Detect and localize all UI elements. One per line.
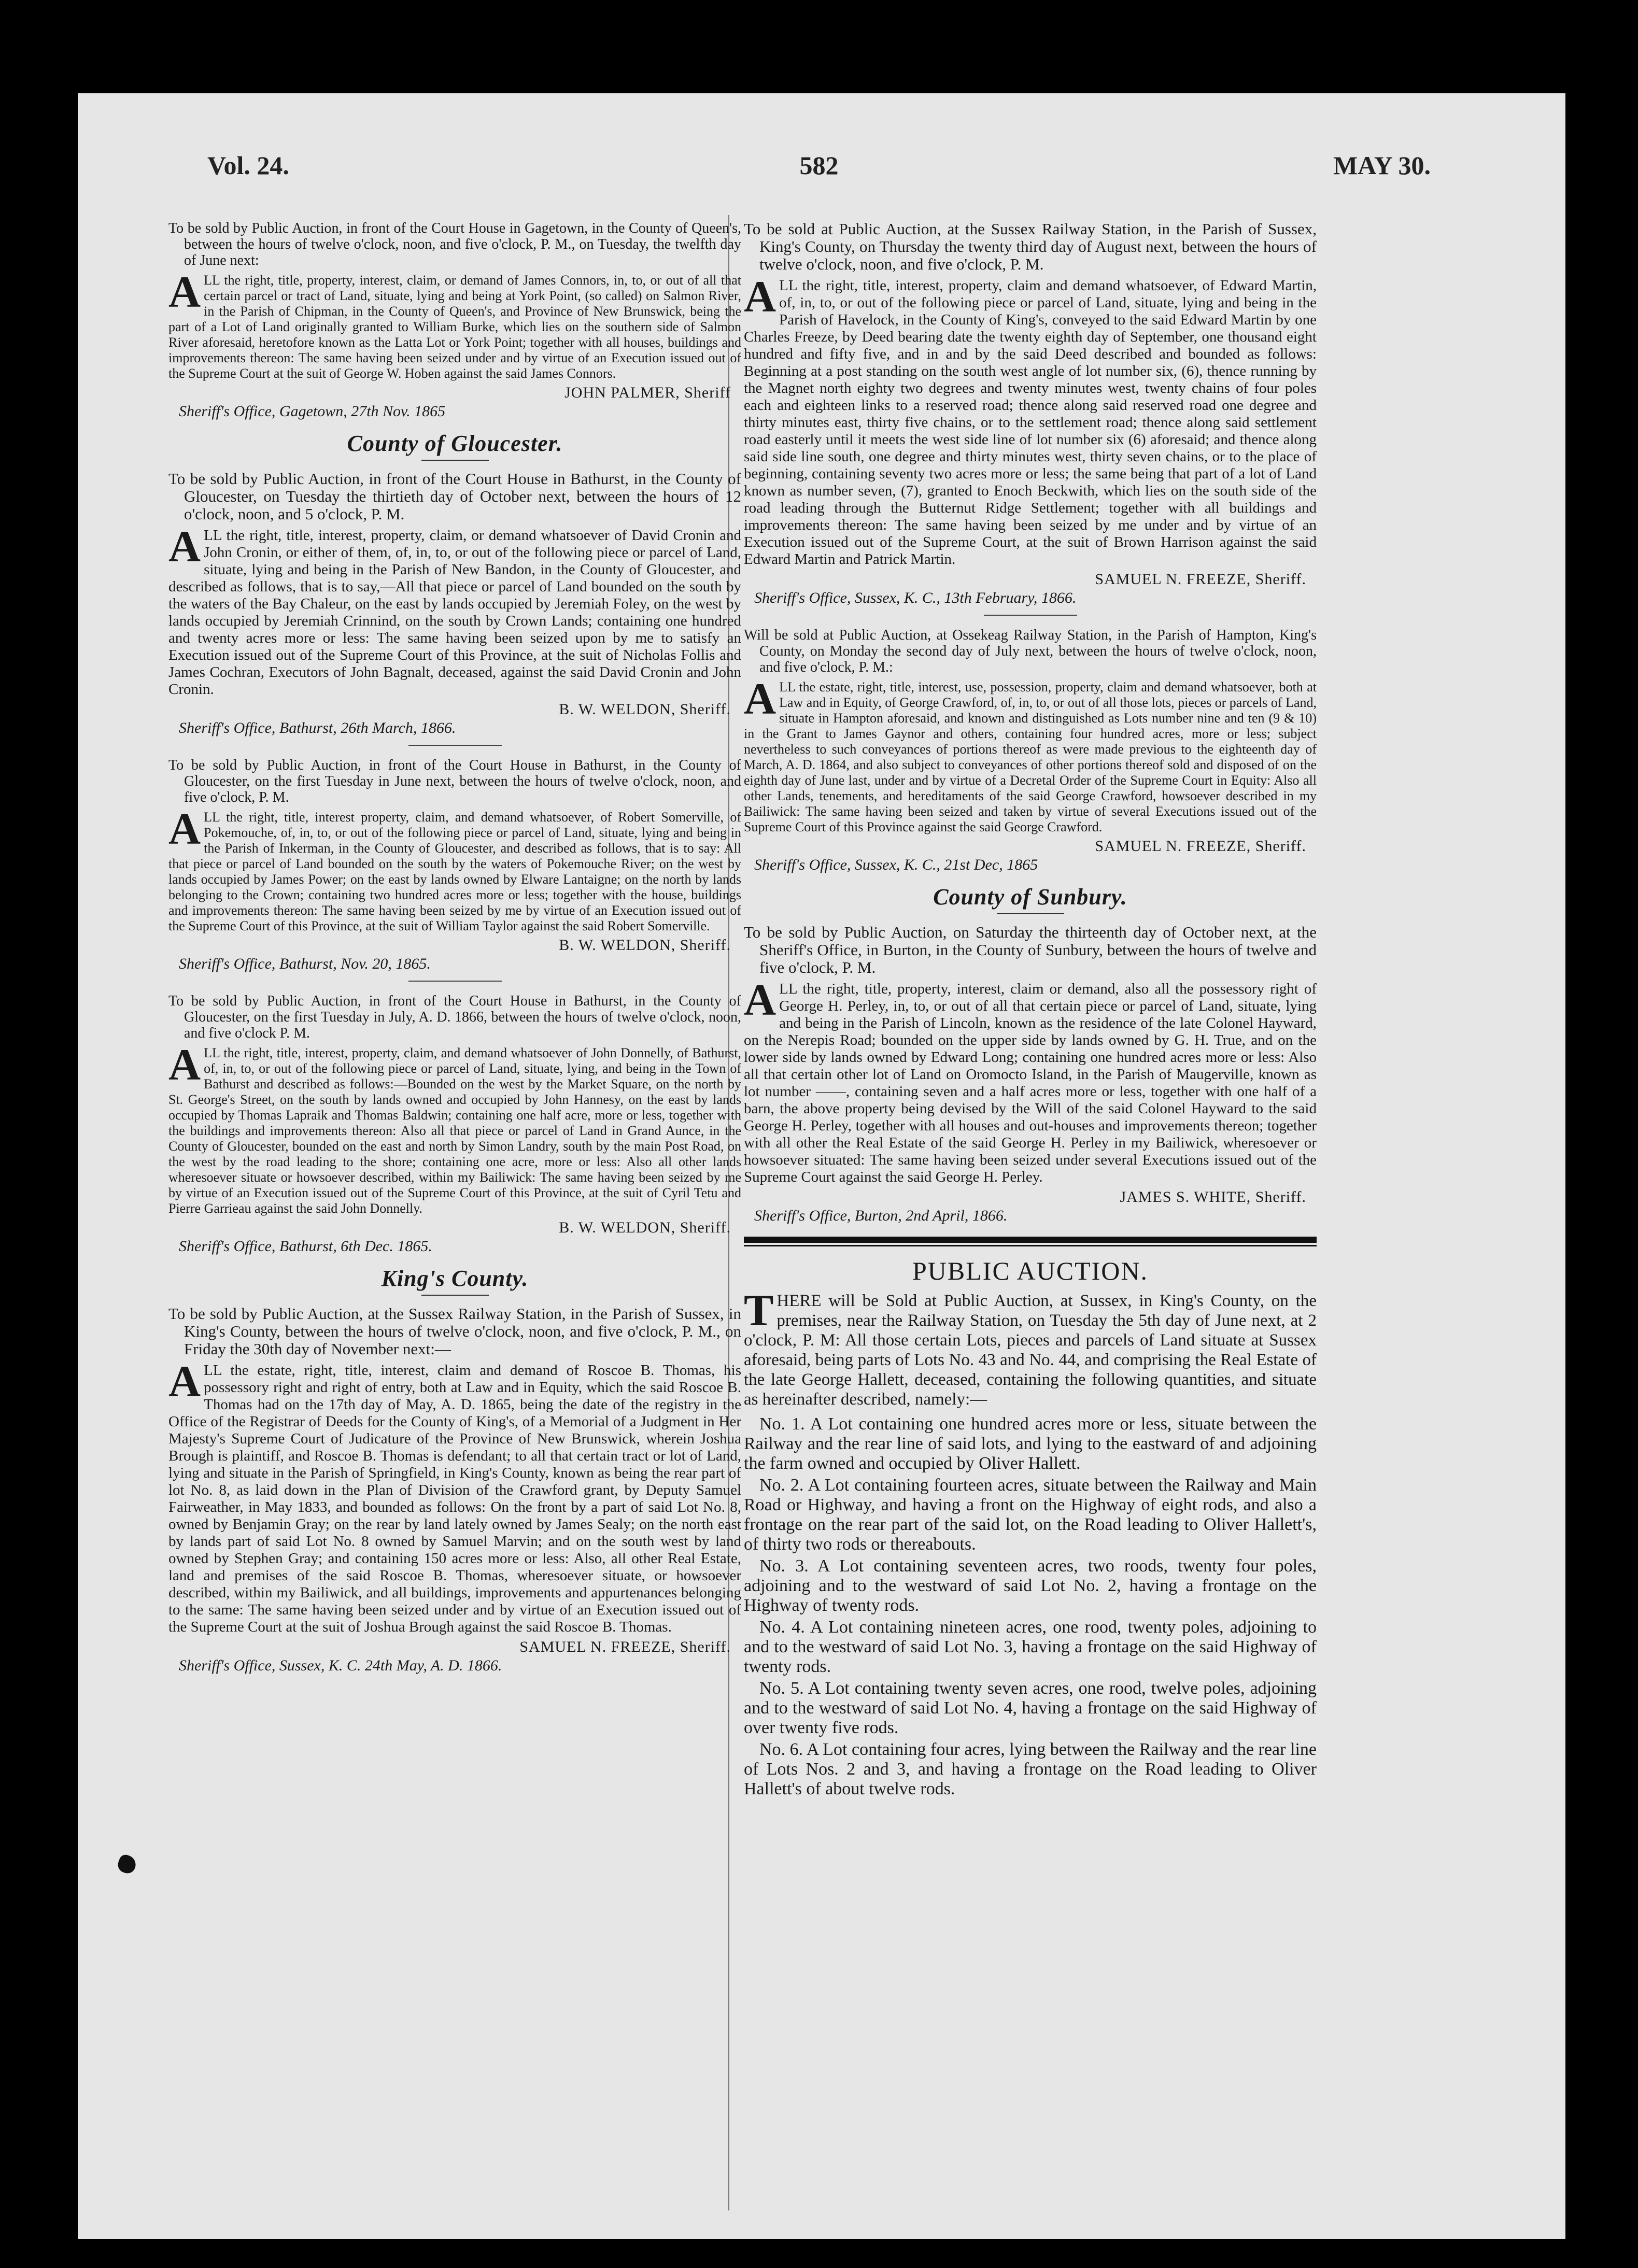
lot-item: No. 6. A Lot containing four acres, lying between the Railway and the rear line of Lots Nos. 2 and 3, and having a frontage on the Road leading to Oliver Hallett's of about twelve rods. xyxy=(744,1740,1317,1798)
notice-text: LL the right, title, property, interest, claim, or demand of James Connors, in, to, or out of all that certain parcel or tract of Land, situate, lying and being at York Point, (so called) on Salmon River, in the Parish of Chipman, in the County of Queen's, and Province of New Brunswick, being the part of a Lot of Land originally granted to William Burke, which lies on the southern side of Salmon River aforesaid, heretofore known as the Latta Lot or York Point; together with all houses, buildings and improvements thereon: The same having been seized under and by virtue of an Execution issued out of the Supreme Court at the suit of George W. Hoben against the said James Connors. xyxy=(168,273,741,381)
drop-cap: T xyxy=(744,1285,774,1335)
notice-donnelly xyxy=(168,993,741,1256)
notice-text: LL the right, title, interest, property, claim and demand whatsoever, of Edward Martin, of, in, to, or out of the following piece or parcel of Land, situate, lying and being in the Parish of Havelock, in the County of King's, conveyed to the said Edward Martin by one Charles Freeze, by Deed bearing date the twenty eighth day of September, one thousand eight hundred and fifty five, and in and by the said Deed described and bounded as follows: Beginning at a post standing on the south west angle of lot number six, (6), thence running by the Magnet north eighty two degrees and twenty minutes west, twenty chains of four poles each and eighteen links to a reserved road; thence along said reserved road one degree and thirty minutes east, thirty five chains, or to the settlement road; thence along said settlement road easterly until it meets the west side line of lot number six (6) aforesaid; and thence along said side line south, one degree and thirty minutes west, thirty seven chains, or to the place of beginning, containing seventy two acres more or less; the same being that part of a lot of Land known as number seven, (7), granted to Enoch Beckwith, which lies on the south side of the road leading through the Butternut Ridge Settlement; together with all buildings and improvements thereon: The same having been seized by me under and by virtue of an Execution issued out of the Supreme Court, at the suit of Brown Harrison against the said Edward Martin and Patrick Martin. xyxy=(744,277,1317,568)
auction-intro xyxy=(744,1285,1317,1409)
drop-cap: A xyxy=(168,267,201,317)
notice-somerville xyxy=(168,757,741,973)
public-auction-notice xyxy=(744,1256,1317,1799)
sheriff-signature: B. W. WELDON, Sheriff. xyxy=(559,1219,731,1236)
notice-text: LL the right, title, interest, property, claim, and demand whatsoever of John Donnelly, of Bathurst, of, in, to, or out of the following piece or parcel of Land, situate, lying, and being in the Town of Bathurst and described as follows:—Bounded on the west by the Market Square, on the north by St. George's Street, on the south by lands owned and occupied by John Hannesy, on the east by lands occupied by Thomas Lapraik and Thomas Baldwin; containing one half acre, more or less, together with the buildings and improvements thereon: Also all that piece or parcel of Land in Grand Aunce, in the County of Gloucester, bounded on the east and north by Simon Landry, south by the main Post Road, on the west by the road leading to the shore; containing one acre, more or less: Also all other lands wheresoever situate or howsoever described, within my Bailiwick: The same having been seized by me by virtue of an Execution issued out of the Supreme Court of this Province, at the suit of Cyril Tetu and Pierre Garrieau against the said John Donnelly. xyxy=(168,1045,741,1216)
left-column xyxy=(168,220,741,2216)
separator xyxy=(408,981,502,982)
sheriff-office-date: Sheriff's Office, Sussex, K. C. 24th May, A. D. 1866. xyxy=(179,1657,502,1674)
notice-body xyxy=(168,267,741,381)
sheriff-office-date: Sheriff's Office, Gagetown, 27th Nov. 1865 xyxy=(179,403,446,420)
notice-crawford xyxy=(744,627,1317,874)
sheriff-office-date: Sheriff's Office, Burton, 2nd April, 1866. xyxy=(754,1207,1008,1224)
sheriff-signature: B. W. WELDON, Sheriff. xyxy=(559,701,731,718)
county-heading-gloucester: County of Gloucester. xyxy=(347,431,563,456)
ink-blot xyxy=(116,1853,138,1876)
notice-body xyxy=(744,674,1317,835)
lot-item: No. 3. A Lot containing seventeen acres, two roods, twenty four poles, adjoining and to the westward of said Lot No. 2, having a frontage on the Highway of twenty rods. xyxy=(744,1556,1317,1615)
drop-cap: A xyxy=(168,1040,201,1089)
heading-rule xyxy=(997,913,1064,914)
sheriff-office-date: Sheriff's Office, Bathurst, 6th Dec. 1865. xyxy=(179,1238,432,1255)
auction-title: PUBLIC AUCTION. xyxy=(912,1256,1149,1285)
right-column xyxy=(744,220,1317,2216)
sheriff-office-date: Sheriff's Office, Sussex, K. C., 21st Dec, 1865 xyxy=(754,856,1038,873)
section-rule-thick xyxy=(744,1237,1317,1243)
section-rule-thin xyxy=(744,1245,1317,1246)
sheriff-signature: SAMUEL N. FREEZE, Sheriff. xyxy=(1095,571,1306,588)
notice-intro: To be sold by Public Auction, in front of the Court House in Bathurst, in the County of Gloucester, on Tuesday the thirtieth day of October next, between the hours of 12 o'clock, noon, and 5 o'clock, P. M. xyxy=(168,470,741,523)
notice-intro: Will be sold at Public Auction, at Ossekeag Railway Station, in the Parish of Hampton, King's County, on Monday the second day of July next, between the hours of twelve o'clock, noon, and five o'clock, P. M.: xyxy=(744,627,1317,675)
separator xyxy=(984,615,1077,616)
drop-cap: A xyxy=(744,272,776,321)
county-heading-kings: King's County. xyxy=(381,1266,529,1291)
page-number: 582 xyxy=(799,151,839,180)
notice-cronin xyxy=(168,470,741,738)
issue-date: MAY 30. xyxy=(1333,151,1431,180)
notice-thomas xyxy=(168,1305,741,1675)
notice-body xyxy=(168,521,741,698)
drop-cap: A xyxy=(168,521,201,571)
separator xyxy=(408,745,502,746)
notice-intro: To be sold by Public Auction, in front of the Court House in Bathurst, in the County of Gloucester, on the first Tuesday in July, A. D. 1866, between the hours of twelve o'clock, noon, and five o'clock P. M. xyxy=(168,993,741,1041)
drop-cap: A xyxy=(744,674,776,724)
sheriff-signature: JAMES S. WHITE, Sheriff. xyxy=(1120,1188,1306,1206)
drop-cap: A xyxy=(168,804,201,854)
notice-intro: To be sold by Public Auction, in front of the Court House in Bathurst, in the County of Gloucester, on the first Tuesday in June next, between the hours of twelve o'clock, noon, and five o'clock, P. M. xyxy=(168,757,741,805)
notice-intro: To be sold at Public Auction, at the Sussex Railway Station, in the Parish of Sussex, King's County, on Thursday the twenty third day of August next, between the hours of twelve o'clock, noon, and five o'clock, P. M. xyxy=(744,220,1317,273)
notice-text: LL the estate, right, title, interest, use, possession, property, claim and demand whatsoever, both at Law and in Equity, of George Crawford, of, in, to, or out of all those lots, pieces or parcels of Land, situate in Hampton aforesaid, and known and distinguished as Lots number nine and ten (9 & 10) in the Grant to James Gaynor and others, containing four hundred acres, more or less; subject nevertheless to such conveyances of portions thereof as were made previous to the eighteenth day of March, A. D. 1864, and also subject to conveyances of other portions thereof sold and disposed of on the eighth day of June last, under and by virtue of a Decretal Order of the Supreme Court in Equity: Also all other Lands, tenements, and hereditaments of the said George Crawford, howsoever described in my Bailiwick: The same having been seized and taken by virtue of several Executions issued out of the Supreme Court of this Province against the said George Crawford. xyxy=(744,679,1317,834)
heading-rule xyxy=(421,1295,489,1296)
notice-body xyxy=(168,804,741,934)
notice-martin xyxy=(744,220,1317,607)
notice-gagetown xyxy=(168,220,741,421)
page-header xyxy=(207,150,1431,192)
sheriff-office-date: Sheriff's Office, Bathurst, 26th March, 1866. xyxy=(179,719,456,736)
notice-intro: To be sold by Public Auction, in front of the Court House in Gagetown, in the County of Queen's, between the hours of twelve o'clock, noon, and five o'clock, P. M., on Tuesday, the twelfth day of June next: xyxy=(168,220,741,268)
lot-item: No. 1. A Lot containing one hundred acres more or less, situate between the Railway and the rear line of said lots, and lying to the eastward of and adjoining the farm owned and occupied by Oliver Hallett. xyxy=(744,1414,1317,1473)
notice-text: LL the right, title, property, interest, claim or demand, also all the possessory right of George H. Perley, in, to, or out of all that certain piece or parcel of Land, situate, lying and being in the Parish of Lincoln, known as the residence of the late Colonel Hayward, on the Nerepis Road; bounded on the upper side by lands owned by G. H. True, and on the lower side by lands owned by Edward Long; containing one hundred acres more or less: Also all that certain other lot of Land on Oromocto Island, in the Parish of Maugerville, known as lot number ——, containing seven and a half acres more or less, together with one half of a barn, the above property being devised by the Will of the said Colonel Hayward to the said George H. Perley, together with all houses and out-houses and improvements thereon; together with all other the Real Estate of the said George H. Perley in my Bailiwick, wheresoever or howsoever situated: The same having been seized under several Executions issued out of the Supreme Court against the said George H. Perley. xyxy=(744,981,1317,1185)
notice-perley xyxy=(744,924,1317,1225)
volume-number: Vol. 24. xyxy=(207,151,289,180)
heading-rule xyxy=(421,460,489,461)
lot-item: No. 5. A Lot containing twenty seven acres, one rood, twelve poles, adjoining and to the westward of said Lot No. 4, having a frontage on the said Highway of over twenty five rods. xyxy=(744,1679,1317,1737)
sheriff-signature: JOHN PALMER, Sheriff xyxy=(564,384,731,401)
notice-intro: To be sold by Public Auction, at the Sussex Railway Station, in the Parish of Sussex, in King's County, between the hours of twelve o'clock, noon, and five o'clock, P. M., on Friday the 30th day of November next:— xyxy=(168,1305,741,1358)
notice-text: LL the right, title, interest property, claim, and demand whatsoever, of Robert Somerville, of Pokemouche, of, in, to, or out of the following piece or parcel of Land, situate, lying and being in the Parish of Inkerman, in the County of Gloucester, and described as follows, that is to say: All that piece or parcel of Land bounded on the south by the waters of Pokemouche River; on the west by lands occupied by James Power; on the east by lands owned by Elware Lantaigne; on the north by lands belonging to the Crown; containing two hundred acres more or less; together with the house, buildings and improvements thereon: The same having been seized by me by virtue of an Execution issued out of the Supreme Court of this Province, at the suit of William Taylor against the said Robert Somerville. xyxy=(168,810,741,933)
sheriff-signature: B. W. WELDON, Sheriff. xyxy=(559,937,731,954)
lot-item: No. 2. A Lot containing fourteen acres, situate between the Railway and Main Road or Highway, and having a front on the Highway of eight rods, and also a frontage on the rear part of the said lot, on the Road leading to Oliver Hallett's, of thirty two rods or thereabouts. xyxy=(744,1476,1317,1554)
notice-text: LL the estate, right, title, interest, claim and demand of Roscoe B. Thomas, his possessory right and right of entry, both at Law and in Equity, which the said Roscoe B. Thomas had on the 17th day of May, A. D. 1865, being the date of the registry in the Office of the Registrar of Deeds for the County of King's, of a Memorial of a Judgment in Her Majesty's Supreme Court of Judicature of the Province of New Brunswick, wherein Joshua Brough is plaintiff, and Roscoe B. Thomas is defendant; to all that certain tract or lot of Land, lying and situate in the Parish of Springfield, in King's County, known as being the rear part of lot No. 8, as laid down in the Plan of Division of the Crawford grant, by Deputy Samuel Fairweather, in May 1833, and bounded as follows: On the front by a part of said Lot No. 8, owned by Benjamin Gray; on the rear by land lately owned by James Sealy; on the north east by lands part of said Lot No. 8 owned by Samuel Marvin; and on the south west by land owned by Stephen Gray; and containing 150 acres more or less: Also, all other Real Estate, land and premises of the said Roscoe B. Thomas, wheresoever situate, or howsoever described, within my Bailiwick, and all buildings, improvements and appurtenances belonging to the same: The same having been seized under and by virtue of an Execution issued out of the Supreme Court at the suit of Joshua Brough against the said Roscoe B. Thomas. xyxy=(168,1362,741,1635)
notice-body xyxy=(744,272,1317,568)
auction-intro-text: HERE will be Sold at Public Auction, at Sussex, in King's County, on the premises, near the Railway Station, on Tuesday the 5th day of June next, at 2 o'clock, P. M: All those certain Lots, pieces and parcels of Land situate at Sussex aforesaid, being parts of Lots No. 43 and No. 44, and comprising the Real Estate of the late George Hallett, deceased, containing the following quantities, and situate as hereinafter described, namely:— xyxy=(744,1292,1317,1409)
notice-text: LL the right, title, interest, property, claim, or demand whatsoever of David Cronin and John Cronin, or either of them, of, in, to, or out of the following piece or parcel of Land, situate, lying and being in the Parish of New Bandon, in the County of Gloucester, and described as follows, that is to say,—All that piece or parcel of Land bounded on the south by the waters of the Bay Chaleur, on the east by lands occupied by Jeremiah Foley, on the west by lands occupied by Jeremiah Crinnind, on the south by Crown Lands; containing one hundred and twenty acres more or less: The same having been seized upon by me to satisfy an Execution issued out of the Supreme Court of this Province, at the suit of Nicholas Follis and James Cochran, Executors of John Bagnalt, deceased, against the said David Cronin and John Cronin. xyxy=(168,527,741,698)
lot-item: No. 4. A Lot containing nineteen acres, one rood, twenty poles, adjoining to and to the westward of said Lot No. 3, having a frontage on the said Highway of twenty rods. xyxy=(744,1618,1317,1676)
notice-body xyxy=(168,1040,741,1216)
notice-intro: To be sold by Public Auction, on Saturday the thirteenth day of October next, at the Sheriff's Office, in Burton, in the County of Sunbury, between the hours of twelve and five o'clock, P. M. xyxy=(744,923,1317,976)
notice-body xyxy=(744,975,1317,1186)
notice-body xyxy=(168,1356,741,1636)
sheriff-signature: SAMUEL N. FREEZE, Sheriff. xyxy=(519,1638,731,1655)
sheriff-signature: SAMUEL N. FREEZE, Sheriff. xyxy=(1095,838,1306,855)
sheriff-office-date: Sheriff's Office, Sussex, K. C., 13th February, 1866. xyxy=(754,589,1077,606)
newspaper-page xyxy=(78,93,1565,2239)
county-heading-sunbury: County of Sunbury. xyxy=(933,884,1127,910)
drop-cap: A xyxy=(744,975,776,1025)
sheriff-office-date: Sheriff's Office, Bathurst, Nov. 20, 1865. xyxy=(179,955,431,972)
drop-cap: A xyxy=(168,1356,201,1406)
